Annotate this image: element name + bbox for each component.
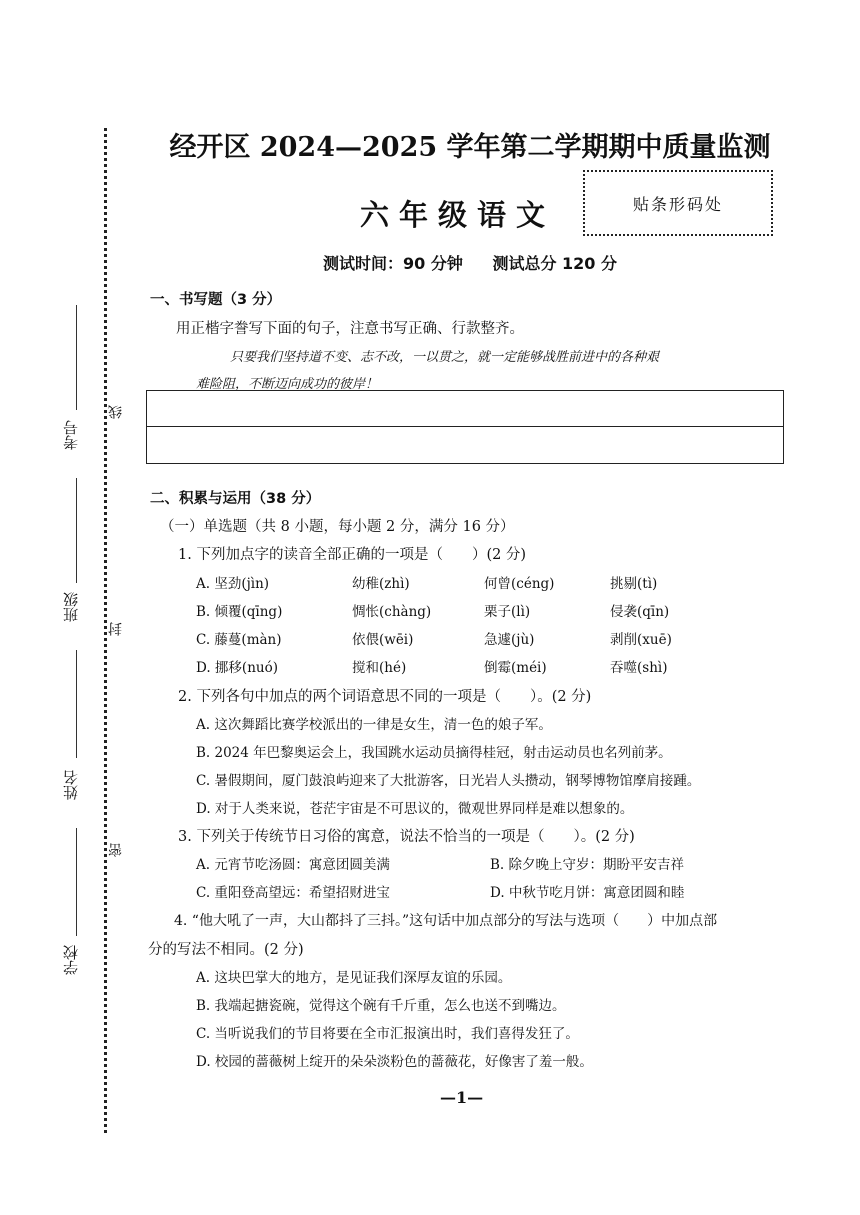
q3-option-a[interactable]: A. 元宵节吃汤圆：寓意团圆美满 — [196, 857, 390, 873]
class-label: 班级 — [62, 592, 80, 622]
q1-option-b-2: 惆怅(chàng) — [352, 604, 432, 620]
q2-option-c[interactable]: C. 暑假期间，厦门鼓浪屿迎来了大批游客，日光岩人头攒动，钢琴博物馆摩肩接踵。 — [196, 773, 701, 789]
barcode-area — [583, 170, 773, 236]
q1-option-d-3: 倒霉(méi) — [484, 660, 547, 676]
q1-option-a-1[interactable]: A. 坚劲(jìn) — [196, 576, 270, 592]
section-1-heading: 一、书写题（3 分） — [150, 292, 282, 308]
section-1-instruction: 用正楷字誊写下面的句子，注意书写正确、行款整齐。 — [176, 321, 524, 337]
q2-option-b[interactable]: B. 2024 年巴黎奥运会上，我国跳水运动员摘得桂冠，射击运动员也名列前茅。 — [196, 745, 672, 761]
exam-number-label: 考号 — [62, 420, 80, 450]
q1-option-c-1[interactable]: C. 藤蔓(màn) — [196, 632, 282, 648]
q1-option-d-2: 搅和(hé) — [352, 660, 407, 676]
exam-meta — [150, 251, 790, 274]
q3-option-b[interactable]: B. 除夕晚上守岁：期盼平安吉祥 — [490, 857, 685, 873]
class-line — [76, 478, 77, 583]
q1-option-c-2: 依偎(wēi) — [352, 632, 414, 648]
cut-mark-secret: 密 — [108, 843, 124, 857]
q1-stem: 1. 下列加点字的读音全部正确的一项是（ ）(2 分) — [178, 547, 527, 563]
cut-mark-line: 线 — [108, 405, 124, 419]
q2-option-a[interactable]: A. 这次舞蹈比赛学校派出的一律是女生，清一色的娘子军。 — [196, 717, 552, 733]
page-number: —1— — [440, 1088, 484, 1107]
q3-option-d[interactable]: D. 中秋节吃月饼：寓意团圆和睦 — [490, 885, 685, 901]
writing-box-divider — [147, 426, 783, 427]
q1-option-c-4: 剥削(xuē) — [610, 632, 672, 648]
writing-box[interactable] — [146, 390, 784, 464]
q1-option-a-3: 何曾(céng) — [484, 576, 555, 592]
q1-option-c-3: 急遽(jù) — [484, 632, 535, 648]
q1-option-b-1[interactable]: B. 倾覆(qīng) — [196, 604, 283, 620]
q2-option-d[interactable]: D. 对于人类来说，苍茫宇宙是不可思议的，微观世界同样是难以想象的。 — [196, 801, 634, 817]
q4-option-d[interactable]: D. 校园的蔷薇树上绽开的朵朵淡粉色的蔷薇花，好像害了羞一般。 — [196, 1054, 593, 1070]
q1-option-d-1[interactable]: D. 挪移(nuó) — [196, 660, 278, 676]
single-choice-heading: （一）单选题（共 8 小题，每小题 2 分，满分 16 分） — [160, 519, 515, 535]
exam-number-line — [76, 305, 77, 410]
q1-option-a-2: 幼稚(zhì) — [352, 576, 410, 592]
q1-option-d-4: 吞噬(shì) — [610, 660, 668, 676]
copy-sentence-line-1: 只要我们坚持道不变、志不改，一以贯之，就一定能够战胜前进中的各种艰 — [230, 350, 660, 365]
name-label: 姓名 — [62, 770, 80, 800]
school-line — [76, 828, 77, 936]
q1-option-b-4: 侵袭(qīn) — [610, 604, 670, 620]
q4-stem-line-1: 4. “他大吼了一声，大山都抖了三抖。”这句话中加点部分的写法与选项（ ）中加点部 — [174, 913, 718, 929]
name-line — [76, 650, 77, 758]
barcode-label: 贴条形码处 — [632, 194, 723, 214]
q3-stem: 3. 下列关于传统节日习俗的寓意，说法不恰当的一项是（ ）。(2 分) — [178, 829, 635, 845]
q1-option-b-3: 栗子(lì) — [484, 604, 531, 620]
exam-subtitle: 六年级语文 — [360, 198, 556, 232]
exam-total-score: 测试总分 120 分 — [492, 254, 617, 273]
q1-option-a-4: 挑剔(tì) — [610, 576, 658, 592]
q4-option-b[interactable]: B. 我端起搪瓷碗，觉得这个碗有千斤重，怎么也送不到嘴边。 — [196, 998, 566, 1014]
q3-option-c[interactable]: C. 重阳登高望远：希望招财进宝 — [196, 885, 390, 901]
cut-mark-seal: 封 — [108, 622, 124, 636]
exam-time: 测试时间：90 分钟 — [323, 254, 463, 273]
copy-sentence-line-2: 难险阻，不断迈向成功的彼岸！ — [196, 377, 379, 392]
exam-title: 经开区 2024—2025 学年第二学期期中质量监测 — [169, 132, 771, 163]
q2-stem: 2. 下列各句中加点的两个词语意思不同的一项是（ ）。(2 分) — [178, 689, 592, 705]
q4-stem-line-2: 分的写法不相同。(2 分) — [148, 942, 304, 958]
section-2-heading: 二、积累与运用（38 分） — [150, 491, 321, 507]
q4-option-c[interactable]: C. 当听说我们的节目将要在全市汇报演出时，我们喜得发狂了。 — [196, 1026, 579, 1042]
q4-option-a[interactable]: A. 这块巴掌大的地方，是见证我们深厚友谊的乐园。 — [196, 970, 512, 986]
school-label: 学校 — [62, 945, 80, 975]
